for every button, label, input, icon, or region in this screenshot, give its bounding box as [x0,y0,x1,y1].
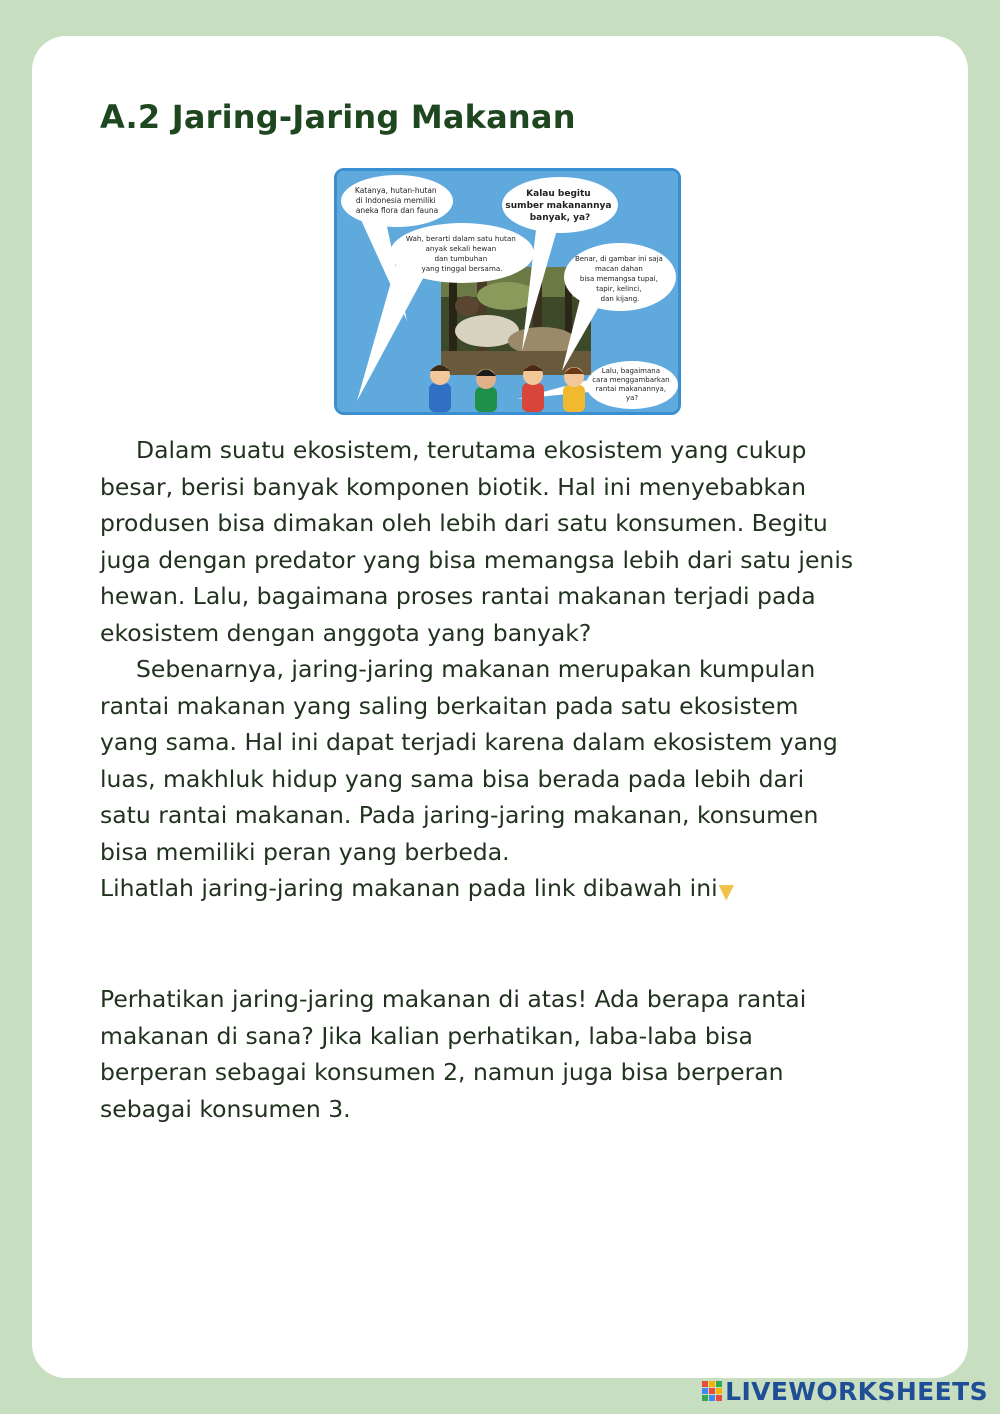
forest-conversation-illustration [334,168,681,415]
paragraph-1-line: hewan. Lalu, bagaimana proses rantai makanan terjadi pada [100,582,816,610]
bubble-4-line: Benar, di gambar ini saja [574,255,663,263]
bubble-4-line: bisa memangsa tupai, [579,275,658,283]
bubble-1-line: Katanya, hutan-hutan [354,186,437,195]
paragraph-3-line: berperan sebagai konsumen 2, namun juga bisa berperan [100,1058,784,1086]
paragraph-1-line: juga dengan predator yang bisa memangsa lebih dari satu jenis [100,545,854,574]
bubble-1-line: di Indonesia memiliki [355,196,436,205]
paragraph-2-line: Sebenarnya, jaring-jaring makanan merupakan kumpulan [136,655,816,683]
paragraph-1-line: besar, berisi banyak komponen biotik. Hal ini menyebabkan [100,472,807,501]
bubble-3-line: dan tumbuhan [434,254,488,263]
content-text [100,432,900,910]
liveworksheets-watermark [701,1378,988,1404]
bubble-5-line: rantai makanannya, [595,385,667,393]
paragraph-2-line: satu rantai makanan. Pada jaring-jaring makanan, konsumen [100,801,819,829]
question-text [100,981,900,1127]
bubble-1-line: aneka flora dan fauna [355,206,439,215]
link-instruction-line [100,870,900,910]
bubble-4-line: macan dahan [594,265,643,273]
paragraph-1-line: ekosistem dengan anggota yang banyak? [100,618,592,647]
bubble-2-line: sumber makanannya [505,201,612,211]
svg-text:Katanya, hutan-hutan d [355,186,439,215]
liveworksheets-brand: LIVEWORKSHEETS [725,1376,988,1406]
paragraph-2-line: rantai makanan yang saling berkaitan pada satu ekosistem [100,691,799,720]
link-instruction-text: Lihatlah jaring-jaring makanan pada link dibawah ini [100,874,718,902]
bubble-5-line: cara menggambarkan [592,376,670,384]
paragraph-1-line: produsen bisa dimakan oleh lebih dari satu konsumen. Begitu [100,509,828,537]
paragraph-2-line: bisa memiliki peran yang berbeda. [100,837,510,866]
child-figure [522,365,544,412]
paragraph-1-line: Dalam suatu ekosistem, terutama ekosistem yang cukup [136,436,807,464]
pointing-down-icon: ▼ [718,879,735,903]
bubble-3-line: Wah, berarti dalam satu hutan [405,234,516,243]
child-figure [563,367,585,412]
paragraph-2-line: luas, makhluk hidup yang sama bisa berada pada lebih dari [100,764,805,793]
bubble-3-line: anyak sekali hewan [425,244,497,253]
bubble-2-line: Kalau begitu [526,189,591,199]
child-figure [475,369,497,412]
paragraph-3-line: sebagai konsumen 3. [100,1094,351,1123]
bubble-3-line: yang tinggal bersama. [421,264,503,273]
paragraph-3-line: makanan di sana? Jika kalian perhatikan, laba-laba bisa [100,1021,753,1050]
bubble-5-line: Lalu, bagaimana [601,367,661,375]
bubble-5-line: ya? [625,394,639,402]
bubble-2-line: banyak, ya? [529,213,591,223]
page-title: A.2 Jaring-Jaring Makanan [100,98,576,136]
bubble-4-line: dan kijang. [600,295,640,303]
bubble-4-line: tapir, kelinci, [596,285,642,293]
paragraph-3-line: Perhatikan jaring-jaring makanan di atas! Ada berapa rantai [100,985,807,1013]
child-figure [429,365,451,412]
paragraph-2-line: yang sama. Hal ini dapat terjadi karena dalam ekosistem yang [100,728,838,756]
liveworksheets-logo-icon [701,1380,723,1402]
